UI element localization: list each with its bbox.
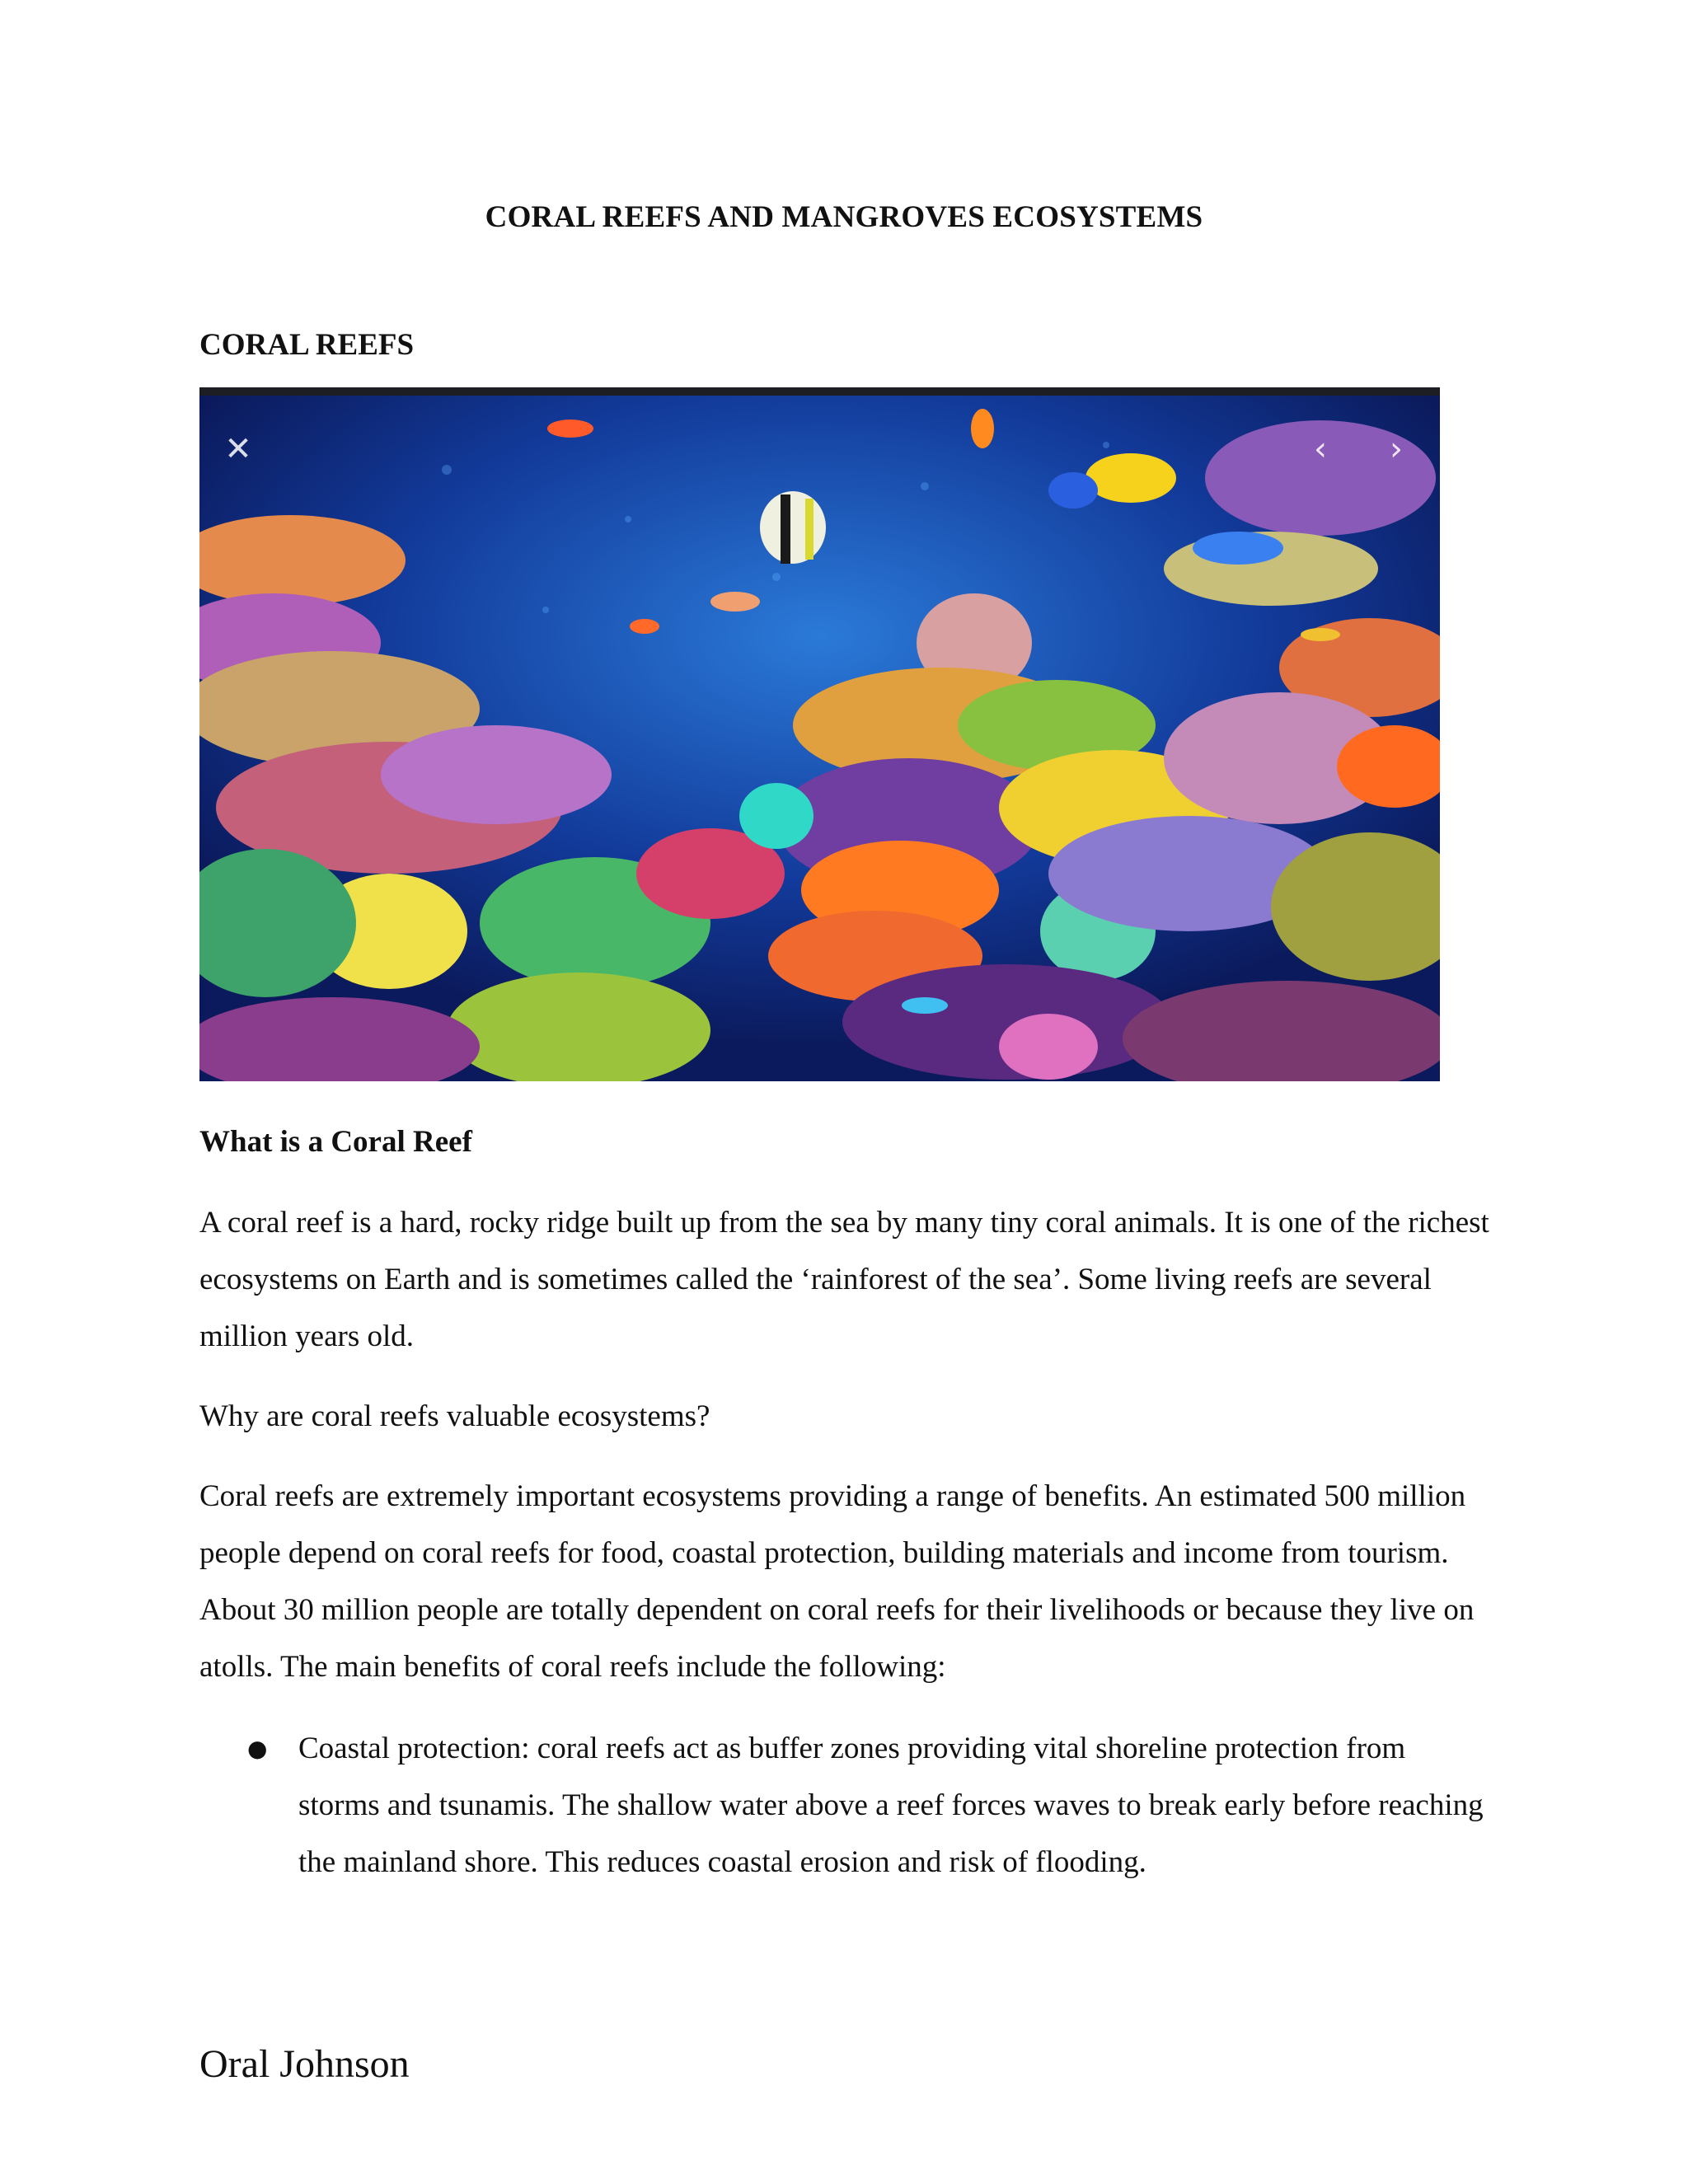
subheading-what-is-coral-reef: What is a Coral Reef <box>199 1125 472 1159</box>
coral-reef-illustration <box>199 396 1440 1081</box>
document-title: CORAL REEFS AND MANGROVES ECOSYSTEMS <box>485 200 1203 234</box>
page-footer-author: Oral Johnson <box>199 2042 410 2086</box>
bullet-icon: ● <box>247 1735 268 1762</box>
chevron-left-icon[interactable]: ‹ <box>1314 430 1327 468</box>
coral-reef-photo <box>199 387 1440 1081</box>
list-item <box>199 1720 1485 1891</box>
paragraph-definition: A coral reef is a hard, rocky ridge built up from the sea by many tiny coral animals. It is one of the richest ecosystems on Earth and is sometimes called the ‘rainforest of the sea’. Some living reefs are several million years old. <box>199 1206 1489 1353</box>
paragraph-question: Why are coral reefs valuable ecosystems? <box>199 1399 710 1433</box>
chevron-right-icon[interactable]: › <box>1390 430 1403 468</box>
paragraph-benefits: Coral reefs are extremely important ecosystems providing a range of benefits. An estimated 500 million people depend on coral reefs for food, coastal protection, building materials and income from tourism. About 30 million people are totally dependent on coral reefs for their livelihoods or because they live on atolls. The main benefits of coral reefs include the following: <box>199 1479 1475 1684</box>
benefits-list <box>199 1720 1485 1891</box>
close-icon[interactable]: ✕ <box>224 430 252 468</box>
list-item-text: Coastal protection: coral reefs act as buffer zones providing vital shoreline protection from storms and tsunamis. The shallow water above a reef forces waves to break early before reaching the mainland shore. This reduces coastal erosion and risk of flooding. <box>298 1732 1484 1879</box>
section-heading: CORAL REEFS <box>199 328 415 362</box>
